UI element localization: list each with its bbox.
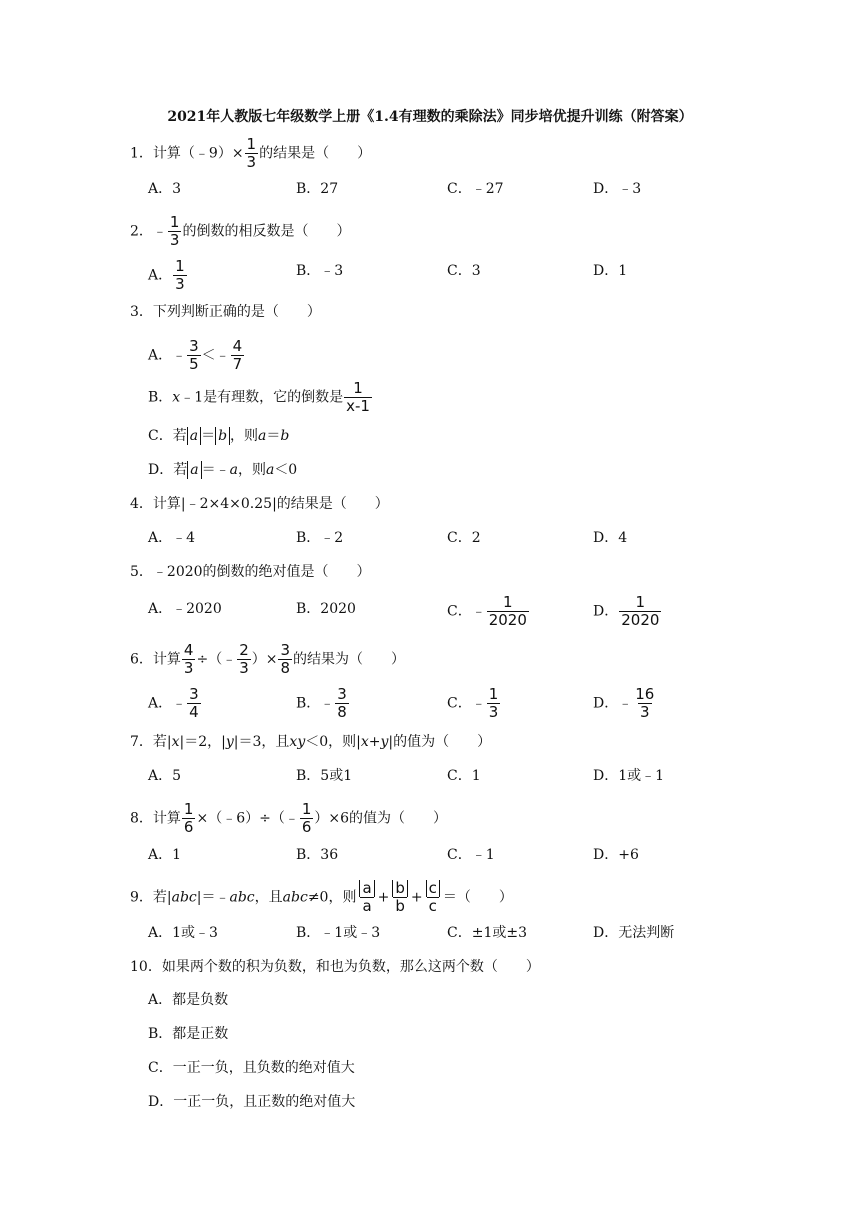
option-d: D．﹣3: [593, 181, 642, 197]
option-b: B．36: [296, 847, 339, 863]
question-2: 2．﹣ $\frac{1}{3}$ 的倒数的相反数是（ ）: [130, 213, 351, 249]
page-title: 2021年人教版七年级数学上册《1.4有理数的乘除法》同步培优提升训练（附答案）: [167, 109, 693, 125]
fraction: $\frac{c}{c}$: [424, 880, 442, 915]
question-8: 8．计算 $\frac{1}{6}$ ×（﹣6）÷（﹣ $\frac{1}{6}$ ）×6的值为（ ）: [130, 800, 448, 836]
option-b: B．27: [296, 181, 339, 197]
option-d: D．4: [593, 530, 628, 546]
option-c: C．﹣ $\frac{1}{2020}$: [447, 593, 527, 629]
option-a: A．5: [148, 768, 182, 784]
option-c: C．﹣27: [447, 181, 504, 197]
option-a: A．﹣ $\frac{3}{4}$: [148, 685, 199, 721]
question-10: 10．如果两个数的积为负数，和也为负数，那么这两个数（ ）: [130, 959, 540, 975]
option-a: A．1或﹣3: [148, 925, 218, 941]
fraction: $\frac{3}{8}$: [280, 641, 291, 677]
option-c: C．一正一负，且负数的绝对值大: [148, 1060, 355, 1076]
question-4: 4．计算|﹣2×4×0.25|的结果是（ ）: [130, 496, 389, 512]
question-3: 3．下列判断正确的是（ ）: [130, 304, 321, 320]
option-c: C．﹣ $\frac{1}{3}$: [447, 685, 499, 721]
option-b: B．都是正数: [148, 1026, 229, 1042]
option-d: D． $\frac{1}{2020}$: [593, 593, 660, 629]
option-c: C．﹣1: [447, 847, 495, 863]
option-b: B．2020: [296, 601, 356, 617]
fraction: $\frac{2}{3}$: [239, 641, 249, 677]
option-d: D．1: [593, 263, 628, 279]
option-d: D．一正一负，且正数的绝对值大: [148, 1094, 356, 1110]
option-d: D．1或﹣1: [593, 768, 665, 784]
fraction: $\frac{1}{3}$: [169, 213, 180, 249]
fraction: $\frac{3}{5}$: [189, 337, 199, 373]
option-b: B．x﹣1是有理数，它的倒数是 $\frac{1}{x-1}$: [148, 379, 370, 415]
question-1: 1．计算（﹣9）× $\frac{1}{3}$ 的结果是（ ）: [130, 135, 372, 171]
option-d: D．无法判断: [593, 925, 675, 941]
question-9: 9．若|abc|＝﹣abc，且abc≠0，则 $\frac{a}{a}$ + $\frac{b}{b}$ + $\frac{c}{c}$ ＝（ ）: [130, 879, 513, 915]
option-b: B．5或1: [296, 768, 353, 784]
fraction: $\frac{1}{3}$: [246, 135, 257, 171]
fraction: $\frac{1}{6}$: [301, 800, 312, 836]
option-b: B．﹣ $\frac{3}{8}$: [296, 685, 347, 721]
fraction: $\frac{b}{b}$: [390, 880, 410, 915]
fraction: $\frac{1}{3}$: [175, 257, 185, 293]
option-a: A． $\frac{1}{3}$: [148, 257, 185, 293]
fraction: $\frac{4}{3}$: [183, 641, 194, 677]
fraction: $\frac{a}{a}$: [357, 880, 376, 915]
fraction: $\frac{3}{4}$: [189, 685, 199, 721]
option-a: A．﹣2020: [148, 601, 222, 617]
option-b: B．﹣2: [296, 530, 344, 546]
fraction: $\frac{1}{2020}$: [488, 593, 527, 629]
option-a: A．都是负数: [148, 992, 229, 1008]
option-c: C．3: [447, 263, 481, 279]
fraction: $\frac{3}{8}$: [337, 685, 347, 721]
option-c: C．1: [447, 768, 481, 784]
fraction: $\frac{1}{6}$: [183, 800, 194, 836]
option-b: B．﹣3: [296, 263, 344, 279]
option-c: C．2: [447, 530, 481, 546]
fraction: $\frac{1}{3}$: [488, 685, 499, 721]
option-b: B．﹣1或﹣3: [296, 925, 381, 941]
question-7: 7．若|x|＝2，|y|＝3，且xy＜0，则|x+y|的值为（ ）: [130, 734, 492, 750]
fraction: $\frac{1}{2020}$: [621, 593, 660, 629]
option-a: A．﹣4: [148, 530, 196, 546]
option-d: D．+6: [593, 847, 639, 863]
fraction: $\frac{16}{3}$: [635, 685, 655, 721]
fraction: $\frac{1}{x-1}$: [346, 379, 370, 415]
question-6: 6．计算 $\frac{4}{3}$ ÷（﹣ $\frac{2}{3}$ ）× $\frac{3}{8}$ 的结果为（ ）: [130, 641, 406, 677]
option-a: A．1: [148, 847, 182, 863]
fraction: $\frac{4}{7}$: [232, 337, 243, 373]
option-c: C．±1或±3: [447, 925, 527, 941]
option-d: D．﹣ $\frac{16}{3}$: [593, 685, 655, 721]
option-c: C．若 a ＝ b ，则a＝b: [148, 428, 290, 444]
option-a: A．﹣ $\frac{3}{5}$ ＜﹣ $\frac{4}{7}$: [148, 337, 243, 373]
option-d: D．若 a ＝﹣a，则a＜0: [148, 462, 298, 478]
option-a: A．3: [148, 181, 182, 197]
question-5: 5．﹣2020的倒数的绝对值是（ ）: [130, 564, 371, 580]
